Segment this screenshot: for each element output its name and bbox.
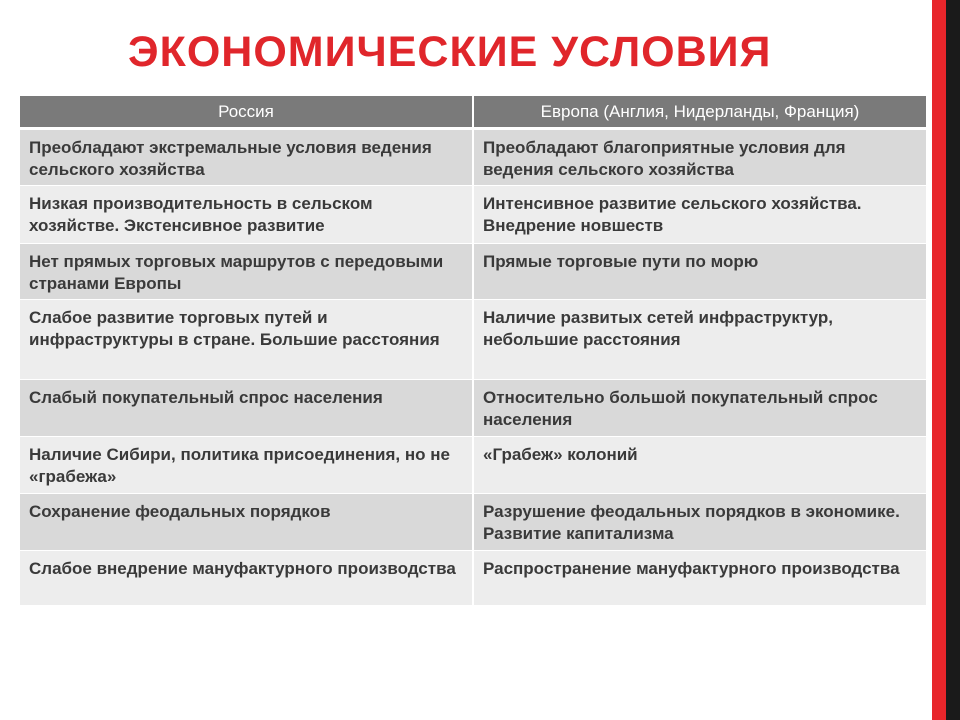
cell-russia: Низкая производительность в сельском хозяйстве. Экстенсивное развитие xyxy=(20,186,473,244)
table-row xyxy=(20,551,926,606)
cell-europe: Относительно большой покупательный спрос населения xyxy=(473,380,926,437)
table-row xyxy=(20,129,926,186)
cell-europe: Наличие развитых сетей инфраструктур, небольшие расстояния xyxy=(473,300,926,380)
table-row xyxy=(20,186,926,244)
cell-europe: «Грабеж» колоний xyxy=(473,437,926,494)
cell-russia: Нет прямых торговых маршрутов с передовыми странами Европы xyxy=(20,244,473,300)
cell-europe: Разрушение феодальных порядков в экономике. Развитие капитализма xyxy=(473,494,926,551)
cell-russia: Сохранение феодальных порядков xyxy=(20,494,473,551)
table-header-row xyxy=(20,96,926,129)
slide-title: ЭКОНОМИЧЕСКИЕ УСЛОВИЯ xyxy=(128,28,772,76)
cell-europe: Прямые торговые пути по морю xyxy=(473,244,926,300)
table-row xyxy=(20,300,926,380)
accent-bar-black xyxy=(946,0,960,720)
table-row xyxy=(20,437,926,494)
cell-russia: Слабое внедрение мануфактурного производства xyxy=(20,551,473,606)
cell-europe: Преобладают благоприятные условия для ведения сельского хозяйства xyxy=(473,129,926,186)
accent-bar-red xyxy=(932,0,946,720)
cell-russia: Слабый покупательный спрос населения xyxy=(20,380,473,437)
comparison-table xyxy=(20,96,926,606)
table-row xyxy=(20,244,926,300)
table-row xyxy=(20,494,926,551)
cell-russia: Преобладают экстремальные условия ведения сельского хозяйства xyxy=(20,129,473,186)
table-row xyxy=(20,380,926,437)
cell-europe: Распространение мануфактурного производства xyxy=(473,551,926,606)
cell-russia: Наличие Сибири, политика присоединения, но не «грабежа» xyxy=(20,437,473,494)
cell-russia: Слабое развитие торговых путей и инфраструктуры в стране. Большие расстояния xyxy=(20,300,473,380)
cell-europe: Интенсивное развитие сельского хозяйства. Внедрение новшеств xyxy=(473,186,926,244)
header-europe: Европа (Англия, Нидерланды, Франция) xyxy=(473,96,926,129)
header-russia: Россия xyxy=(20,96,473,129)
